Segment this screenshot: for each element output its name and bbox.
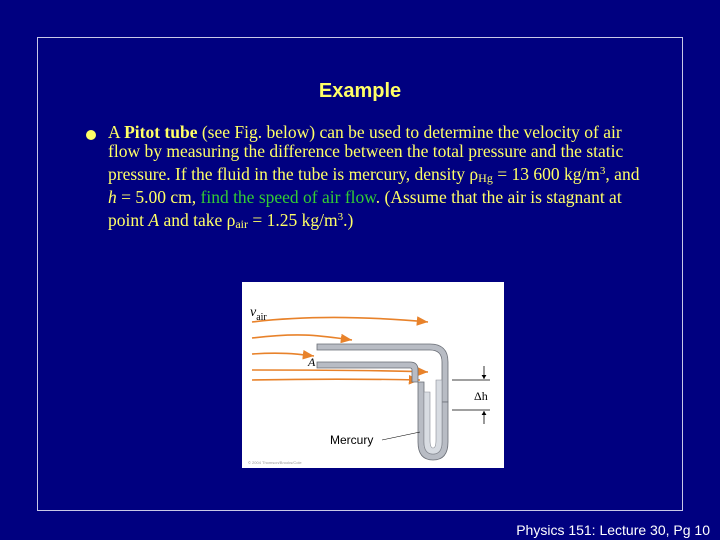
mercury-label: Mercury (330, 433, 374, 447)
pitot-tube-term: Pitot tube (124, 122, 198, 142)
text-segment: , and (605, 163, 640, 184)
slide-title: Example (318, 80, 402, 102)
pitot-tube-figure (242, 282, 504, 468)
point-a-figure-label: A (308, 355, 316, 369)
rho-air-expr (227, 210, 343, 230)
problem-paragraph (108, 123, 648, 234)
rho-air-subscript: air (235, 216, 248, 231)
rho-symbol: ρ (469, 163, 479, 184)
text-segment: (see Fig. below) can be used to determine the velocity of air flow by measuring the difference between the total pressure and the static pressure. If the fluid in the tube is mercury, density (108, 122, 624, 184)
rho-air-exponent: 3 (337, 210, 344, 223)
h-value: = 5.00 cm (116, 187, 192, 208)
text-segment: , (191, 187, 201, 208)
rho-hg-exponent: 3 (599, 164, 606, 177)
slide-footer: Physics 151: Lecture 30, Pg 10 (516, 522, 710, 538)
text-segment: . (Assume that the air is stagnant at point (108, 187, 622, 230)
rho-hg-expr (469, 164, 605, 184)
copyright-text: © 2004 Thomson/Brooks/Cole (248, 460, 302, 465)
text-segment: .) (343, 209, 354, 230)
pitot-tube-diagram (242, 282, 504, 468)
text-segment: and take (159, 209, 227, 230)
rho-air-value: = 1.25 kg/m (248, 209, 338, 230)
bullet-icon (86, 130, 96, 140)
h-expr (108, 187, 192, 207)
delta-h-label: Δh (474, 389, 488, 403)
point-a-label: A (148, 209, 160, 230)
text-segment: A (108, 122, 125, 142)
find-speed-term: find the speed of air flow (200, 187, 376, 208)
v-air-label: $v_{air}$ (250, 305, 267, 323)
mercury-column (424, 380, 442, 454)
rho-hg-subscript: Hg (478, 170, 493, 185)
rho-symbol: ρ (226, 209, 236, 230)
mercury-leader-line (382, 432, 420, 440)
rho-hg-value: = 13 600 kg/m (492, 163, 600, 184)
h-symbol: h (108, 187, 117, 208)
